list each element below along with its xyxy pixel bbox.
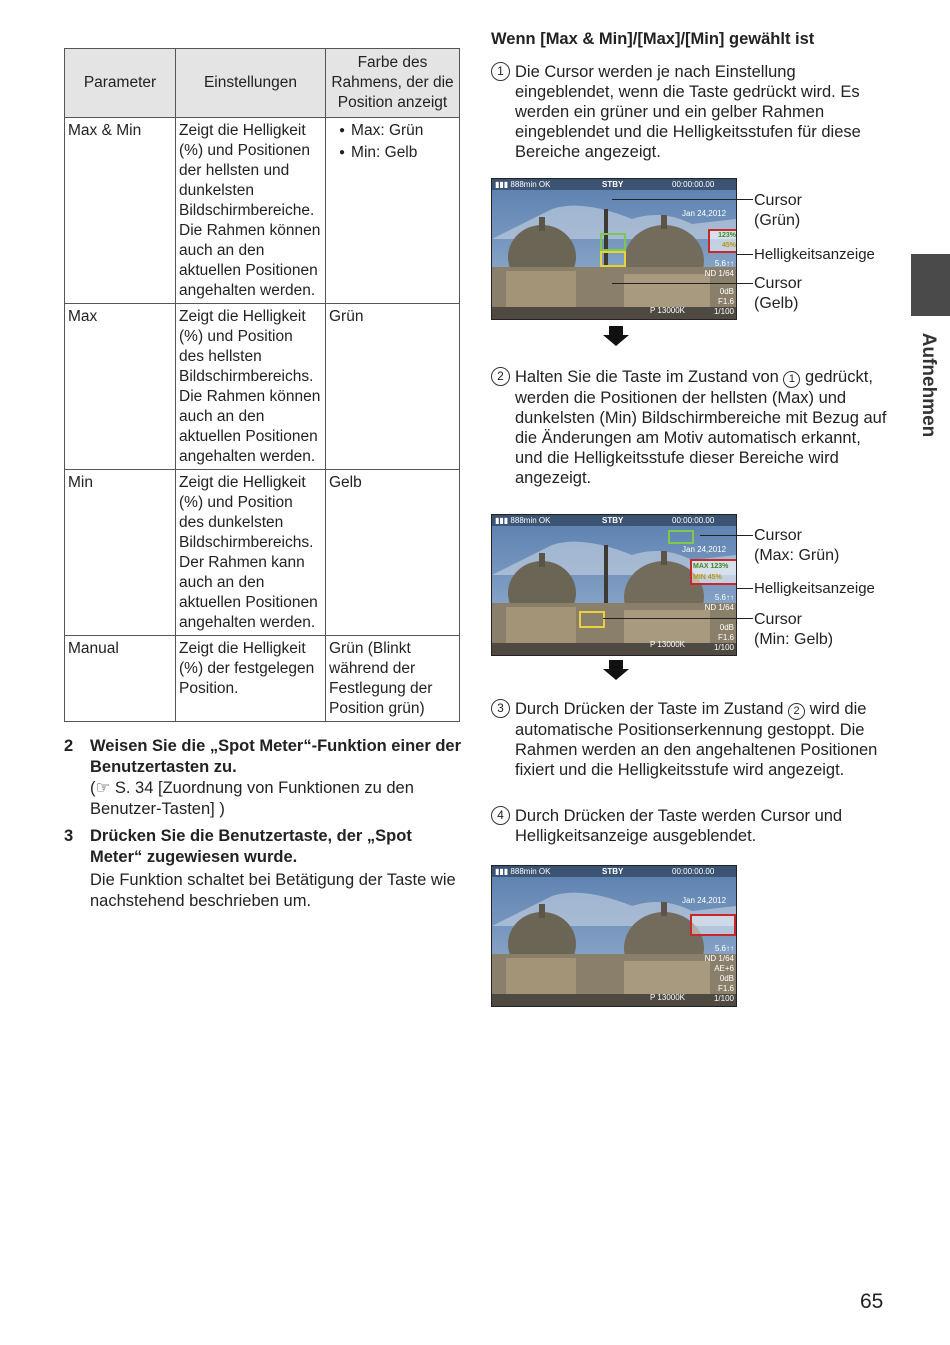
shutter-value: 1/100 [713,994,734,1003]
zoom-value: 5.6↑↑ [714,259,734,268]
shutter-value: 1/100 [713,643,734,652]
cursor-yellow-frame [600,251,626,267]
fstop-value: F1.6 [717,633,734,642]
instruction-2: 2 Halten Sie die Taste im Zustand von 1 gedrückt, werden die Positionen der hellsten (Max) und dunkelsten (Min) Bildschirmbereiche mit Bezug auf die Änderungen am Motiv automatisch erkannt, und die Helligkeitsstufe dieser Bereiche wird angezeigt. [491,367,891,488]
step-heading: Drücken Sie die Benutzertaste, der „Spot Meter“ zugewiesen wurde. [90,827,412,866]
gain-value: 0dB [719,287,734,296]
step-2 [64,736,464,820]
step-body: Die Funktion schaltet bei Betätigung der Taste wie nachstehend beschrieben um. [90,871,456,910]
callout-cursor-min: Cursor (Min: Gelb) [754,611,834,648]
shutter-value: 1/100 [713,307,734,316]
gain-value: 0dB [719,974,734,983]
parameter-table [64,48,460,722]
arrow-down-icon [603,660,629,680]
gain-value: 0dB [719,623,734,632]
table-row [65,636,460,722]
stby-text: STBY [602,516,624,525]
page-number: 65 [860,1290,884,1313]
callout-brightness: Helligkeitsanzeige [754,580,875,597]
circled-number: 1 [491,62,510,81]
nd-value: ND 1/64 [704,269,734,278]
cell-parameter: Max [65,304,176,470]
cell-setting: Zeigt die Helligkeit (%) der festgelegen Position. [176,636,326,722]
cell-parameter: Max & Min [65,118,176,304]
list-item: ● Min: Gelb [339,143,456,165]
scene-image [492,515,736,655]
table-row [65,304,460,470]
instruction-text: Die Cursor werden je nach Einstellung eingeblendet, wenn die Taste gedrückt wird. Es werden ein grüner und ein gelber Rahmen eingeblendet und die Helligkeitsstufen für diese Bereiche angezeigt. [515,63,861,161]
step-number: 2 [64,737,74,755]
cell-color [326,118,460,304]
scene-image [492,866,736,1006]
date: Jan 24,2012 [682,545,727,554]
step-number: 3 [64,827,74,845]
side-tab-marker [911,254,950,316]
stby-text: STBY [602,180,624,189]
fstop-value: F1.6 [717,984,734,993]
ae-value: AE+6 [714,964,734,973]
step-body: (☞ S. 34 [Zuordnung von Funktionen zu den Benutzer-Tasten] ) [90,779,414,818]
cell-setting: Zeigt die Helligkeit (%) und Position des dunkelsten Bildschirmbereichs. Der Rahmen kann auch an den aktuellen Positionen angehalten werden. [176,470,326,636]
cursor-green-frame [600,233,626,251]
cursor-max-frame [668,530,694,544]
step-3 [64,826,464,912]
camera-screen-1: ▮▮▮ 888min OK STBY 00:00:00.00 Jan 24,2012 123% 45% 5.6↑↑ ND 1/64 0dB F1.6 1/100 P 13000K [491,178,737,320]
arrow-down-icon [603,326,629,346]
cell-color: Grün [326,304,460,470]
nd-value: ND 1/64 [704,603,734,612]
section-title: Wenn [Max & Min]/[Max]/[Min] gewählt ist [491,30,815,48]
header-settings: Einstellungen [176,49,326,118]
header-parameter: Parameter [65,49,176,118]
list-item: ● Max: Grün [339,121,456,143]
zoom-value: 5.6↑↑ [714,944,734,953]
callout-cursor-yellow: Cursor (Gelb) [754,275,803,312]
circled-number: 4 [491,806,510,825]
cell-setting: Zeigt die Helligkeit (%) und Positionen der hellsten und dunkelsten Bildschirmbereiche. Die Rahmen können auch an den aktuellen Positionen angehalten werden. [176,118,326,304]
kelvin-value: P 13000K [650,640,685,649]
brightness-display: MAX 123% MIN 45% [690,559,737,585]
cell-parameter: Manual [65,636,176,722]
fstop-value: F1.6 [717,297,734,306]
table-row [65,118,460,304]
instruction-4 [491,806,891,846]
date: Jan 24,2012 [682,896,727,905]
camera-screen-2: ▮▮▮ 888min OK STBY 00:00:00.00 Jan 24,2012 MAX 123% MIN 45% 5.6↑↑ ND 1/64 0dB F1.6 1/100 P 13000K [491,514,737,656]
instruction-1 [491,62,891,162]
timecode: 00:00:00.00 [672,180,715,189]
kelvin-value: P 13000K [650,993,685,1002]
side-tab-label: Aufnehmen [918,332,939,438]
header-frame-color: Farbe des Rahmens, der die Position anzeigt [326,49,460,118]
timecode: 00:00:00.00 [672,867,715,876]
kelvin-value: P 13000K [650,306,685,315]
cell-parameter: Min [65,470,176,636]
callout-cursor-green: Cursor (Grün) [754,192,803,229]
instruction-text: Durch Drücken der Taste werden Cursor und Helligkeitsanzeige ausgeblendet. [515,807,843,845]
cell-color: Gelb [326,470,460,636]
cell-setting: Zeigt die Helligkeit (%) und Position des hellsten Bildschirmbereichs. Die Rahmen können auch an den aktuellen Positionen angehalten werden. [176,304,326,470]
nd-value: ND 1/64 [704,954,734,963]
circled-number: 2 [491,367,510,386]
instruction-3: 3 Durch Drücken der Taste im Zustand 2 wird die automatische Positionserkennung gestoppt. Die Rahmen werden an den angehaltenen Positionen fixiert und die Helligkeitsstufe wird angezeigt. [491,699,891,780]
camera-screen-3: ▮▮▮ 888min OK STBY 00:00:00.00 Jan 24,2012 5.6↑↑ ND 1/64 AE+6 0dB F1.6 1/100 P 13000K [491,865,737,1007]
brightness-display-empty [690,914,736,936]
callout-brightness: Helligkeitsanzeige [754,246,875,263]
timecode: 00:00:00.00 [672,516,715,525]
callout-cursor-max: Cursor (Max: Grün) [754,527,840,564]
circled-number: 3 [491,699,510,718]
date: Jan 24,2012 [682,209,727,218]
zoom-value: 5.6↑↑ [714,593,734,602]
circled-ref: 2 [788,703,805,720]
circled-ref: 1 [783,371,800,388]
stby-text: STBY [602,867,624,876]
cursor-min-frame [579,611,605,628]
cell-color: Grün (Blinkt während der Festlegung der Position grün) [326,636,460,722]
table-row [65,470,460,636]
brightness-display: 123% 45% [708,229,737,253]
step-heading: Weisen Sie die „Spot Meter“-Funktion einer der Benutzertasten zu. [90,737,462,776]
